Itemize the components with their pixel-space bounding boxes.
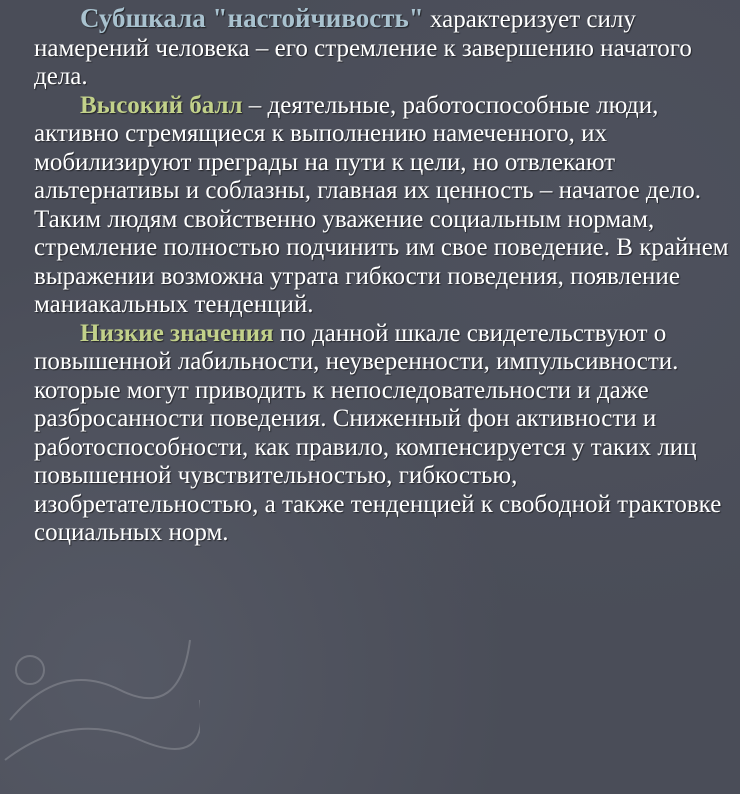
slide-body [34, 4, 734, 548]
low-values-label: Низкие значения [80, 319, 274, 347]
high-score-label: Высокий балл [80, 91, 243, 119]
background-decoration [0, 600, 200, 794]
paragraph-low-values [34, 320, 734, 548]
low-values-description: по данной шкале свидетельствуют о повышенной лабильности, неуверенности, импульсивности. которые могут приводить к непоследовательности и даже разбросанности поведения. Сниженный фон активности и работоспособности, как правило, компенсируется у таких лиц повышенной чувствительностью, гибкостью, изобретательностью, а также тенденцией к свободной трактовке социальных норм. [34, 319, 722, 546]
high-score-description: – деятельные, работоспособные люди, активно стремящиеся к выполнению намеченного, их мобилизируют преграды на пути к цели, но отвлекают альтернативы и соблазны, главная их ценность – начатое дело. Таким людям свойственно уважение социальным нормам, стремление полностью подчинить им свое поведение. В крайнем выражении возможна утрата гибкости поведения, появление маниакальных тенденций. [34, 91, 729, 318]
paragraph-high-score [34, 92, 734, 320]
subscale-description: характеризует силу намерений человека – его стремление к завершению начатого дела. [34, 6, 692, 90]
paragraph-persistence [34, 4, 734, 92]
subscale-title: Субшкала "настойчивость" [80, 3, 424, 33]
